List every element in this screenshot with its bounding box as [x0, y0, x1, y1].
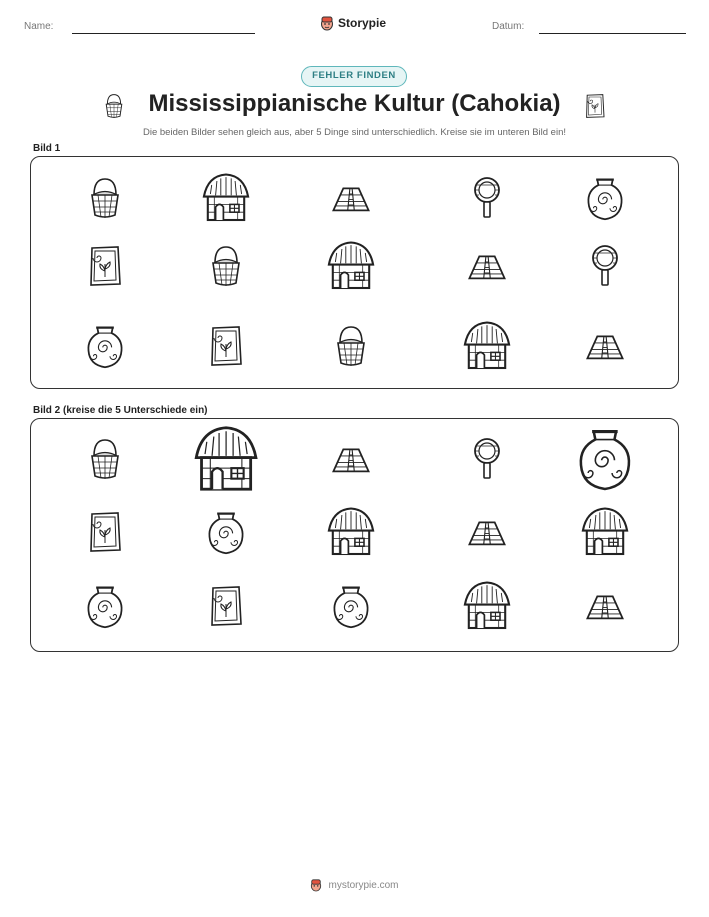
picture-2-tile-icon[interactable] [85, 509, 125, 555]
picture-1-hut-icon [461, 316, 513, 376]
picture-2-pot-icon[interactable] [329, 581, 373, 632]
picture-2-pot-icon[interactable] [573, 422, 637, 495]
picture-1-basket-icon [331, 323, 371, 369]
picture-2-hut-icon[interactable] [461, 576, 513, 636]
picture-1-hut-icon [325, 236, 377, 296]
tile-icon [583, 92, 607, 120]
picture-2-pyramid-icon[interactable] [583, 581, 627, 632]
picture-2-pyramid-icon[interactable] [465, 507, 509, 558]
picture-1-pot-icon [583, 173, 627, 224]
storypie-mascot-icon [320, 15, 334, 31]
brand-logo [320, 13, 386, 33]
picture-2-pot-icon[interactable] [83, 581, 127, 632]
picture-2-hut-icon[interactable] [325, 502, 377, 562]
instructions: Die beiden Bilder sehen gleich aus, aber 5 Dinge sind unterschiedlich. Kreise sie im unteren Bild ein! [143, 127, 566, 138]
picture-2-mirror-icon[interactable] [467, 436, 507, 482]
activity-badge: FEHLER FINDEN [301, 66, 407, 87]
picture-2-tile-icon[interactable] [206, 583, 246, 629]
picture-2-hut-icon[interactable] [191, 419, 261, 500]
picture-2-label: Bild 2 (kreise die 5 Unterschiede ein) [33, 405, 208, 416]
picture-1-pot-icon [83, 321, 127, 372]
picture-1-tile-icon [206, 323, 246, 369]
name-label: Name: [24, 21, 54, 32]
picture-1-mirror-icon [467, 175, 507, 221]
footer-url: mystorypie.com [328, 879, 399, 891]
picture-1-tile-icon [85, 243, 125, 289]
picture-2-pyramid-icon[interactable] [329, 434, 373, 485]
footer [0, 878, 709, 892]
picture-1-pyramid-icon [583, 321, 627, 372]
picture-1-mirror-icon [585, 243, 625, 289]
picture-1-hut-icon [200, 168, 252, 228]
picture-1-pyramid-icon [465, 241, 509, 292]
picture-1-basket-icon [206, 243, 246, 289]
picture-2-hut-icon[interactable] [579, 502, 631, 562]
storypie-mascot-icon [310, 878, 322, 892]
picture-2-pot-icon[interactable] [204, 507, 248, 558]
name-line[interactable] [72, 33, 255, 34]
brand-name: Storypie [338, 16, 387, 30]
picture-1-basket-icon [85, 175, 125, 221]
date-line[interactable] [539, 33, 686, 34]
picture-1-pyramid-icon [329, 173, 373, 224]
date-label: Datum: [492, 21, 525, 32]
picture-1-label: Bild 1 [33, 143, 61, 154]
picture-2-basket-icon[interactable] [85, 436, 125, 482]
page-title: Mississippianische Kultur (Cahokia) [148, 90, 561, 117]
